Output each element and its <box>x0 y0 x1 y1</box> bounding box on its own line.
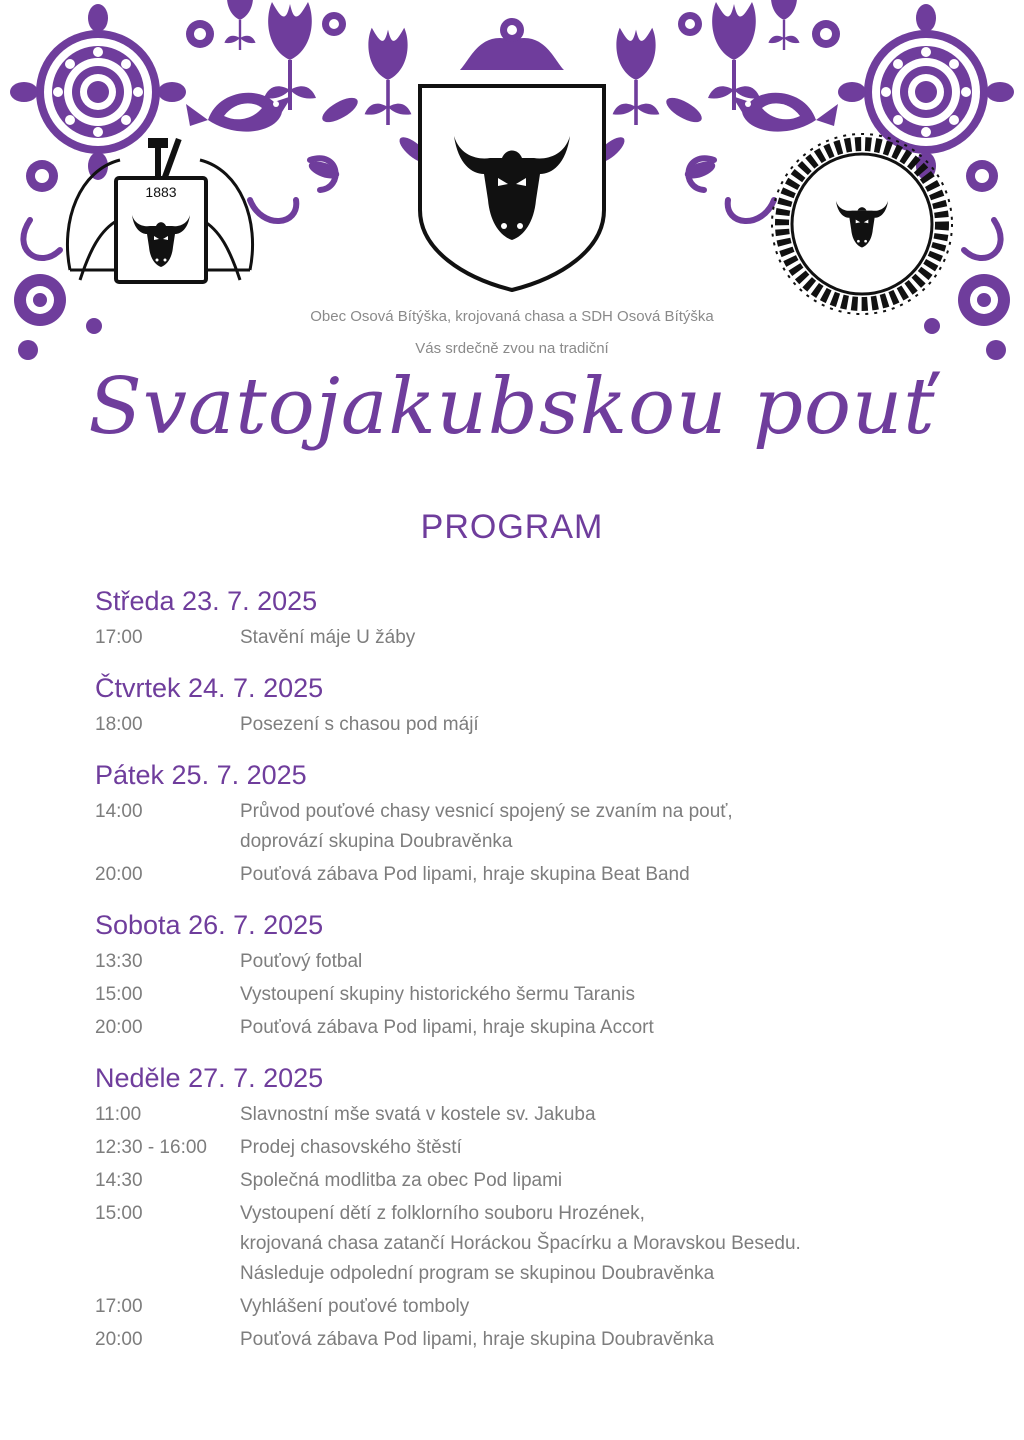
day-title: Neděle 27. 7. 2025 <box>95 1063 324 1093</box>
event-row <box>95 860 975 890</box>
day-section <box>95 670 975 740</box>
event-description <box>240 1292 975 1322</box>
village-coat-of-arms-icon <box>420 86 604 290</box>
emblem-year: 1883 <box>145 184 177 200</box>
event-time: 15:00 <box>95 1203 143 1224</box>
event-time: 17:00 <box>95 1296 143 1317</box>
event-row <box>95 947 975 977</box>
invitation-line-2: Vás srdečně zvou na tradiční <box>415 340 609 357</box>
event-description-line: Pouťový fotbal <box>240 951 363 972</box>
event-description-line: Průvod pouťové chasy vesnicí spojený se zvaním na pouť, <box>240 801 733 822</box>
event-description <box>240 1166 975 1196</box>
event-row <box>95 1100 975 1130</box>
event-description-line: Vystoupení dětí z folklorního souboru Hrozének, <box>240 1203 645 1224</box>
event-description <box>240 1325 975 1355</box>
event-time: 14:00 <box>95 801 143 822</box>
event-description-line: Vyhlášení pouťové tomboly <box>240 1296 470 1317</box>
event-time: 14:30 <box>95 1170 143 1191</box>
day-title: Středa 23. 7. 2025 <box>95 586 318 616</box>
event-description <box>240 947 975 977</box>
event-time: 12:30 - 16:00 <box>95 1137 207 1158</box>
event-row <box>95 1133 975 1163</box>
event-description-line: krojovaná chasa zatančí Horáckou Špacírku a Moravskou Besedu. <box>240 1233 801 1254</box>
event-row <box>95 623 975 653</box>
event-row <box>95 1292 975 1322</box>
event-description-line: Následuje odpolední program se skupinou Doubravěnka <box>240 1263 715 1284</box>
event-time: 13:30 <box>95 951 143 972</box>
event-description-line: Pouťová zábava Pod lipami, hraje skupina Doubravěnka <box>240 1329 714 1350</box>
event-row <box>95 797 975 857</box>
event-title: Svatojakubskou pouť <box>88 362 936 452</box>
event-description <box>240 623 975 653</box>
event-time: 17:00 <box>95 627 143 648</box>
event-description <box>240 797 975 857</box>
day-title: Čtvrtek 24. 7. 2025 <box>95 673 324 703</box>
event-description-line: Pouťová zábava Pod lipami, hraje skupina Beat Band <box>240 864 690 885</box>
event-description <box>240 710 975 740</box>
day-section <box>95 907 975 1043</box>
event-description <box>240 1013 975 1043</box>
event-description-line: Pouťová zábava Pod lipami, hraje skupina Accort <box>240 1017 654 1038</box>
event-time: 20:00 <box>95 864 143 885</box>
day-section <box>95 583 975 653</box>
day-section <box>95 757 975 890</box>
event-time: 20:00 <box>95 1017 143 1038</box>
event-description <box>240 1199 975 1289</box>
event-row <box>95 1166 975 1196</box>
event-time: 18:00 <box>95 714 143 735</box>
event-row <box>95 1199 975 1289</box>
event-row <box>95 980 975 1010</box>
event-row <box>95 1013 975 1043</box>
event-description-line: Posezení s chasou pod májí <box>240 714 479 735</box>
day-title: Pátek 25. 7. 2025 <box>95 760 307 790</box>
event-description <box>240 1133 975 1163</box>
program-schedule <box>95 583 975 1372</box>
event-description-line: Prodej chasovského štěstí <box>240 1137 462 1158</box>
invitation-line-1: Obec Osová Bítýška, krojovaná chasa a SDH Osová Bítýška <box>310 308 714 325</box>
event-time: 20:00 <box>95 1329 143 1350</box>
program-heading: PROGRAM <box>420 508 604 546</box>
event-row <box>95 710 975 740</box>
event-row <box>95 1325 975 1355</box>
event-description-line: doprovází skupina Doubravěnka <box>240 831 513 852</box>
day-title: Sobota 26. 7. 2025 <box>95 910 324 940</box>
day-section <box>95 1060 975 1355</box>
event-description <box>240 860 975 890</box>
event-description <box>240 1100 975 1130</box>
event-description-line: Stavění máje U žáby <box>240 627 416 648</box>
event-time: 11:00 <box>95 1104 142 1125</box>
event-description-line: Společná modlitba za obec Pod lipami <box>240 1170 563 1191</box>
event-description-line: Slavnostní mše svatá v kostele sv. Jakuba <box>240 1104 596 1125</box>
event-description <box>240 980 975 1010</box>
event-time: 15:00 <box>95 984 143 1005</box>
event-description-line: Vystoupení skupiny historického šermu Taranis <box>240 984 635 1005</box>
